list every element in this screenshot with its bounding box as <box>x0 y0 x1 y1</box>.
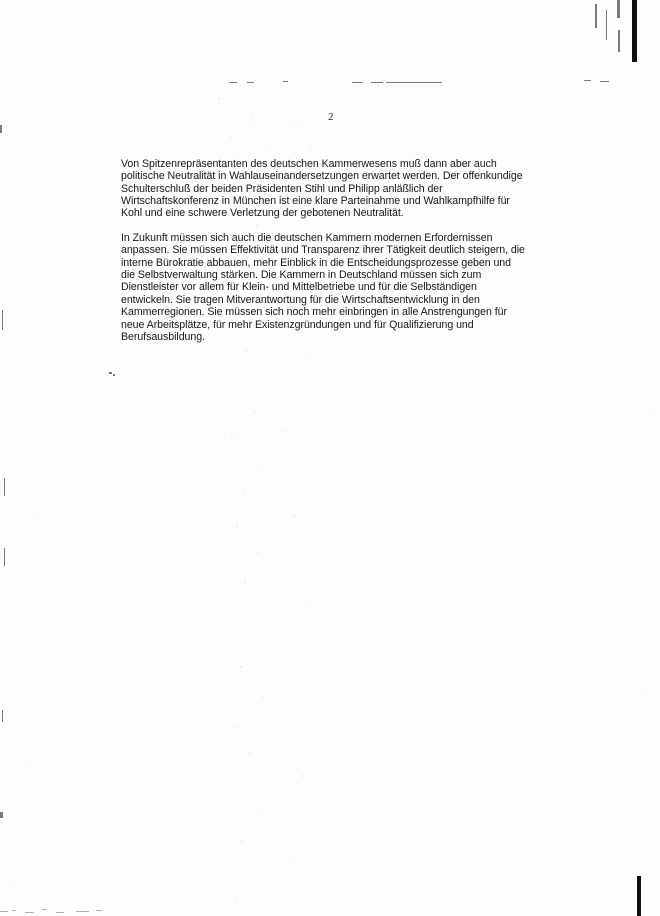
text-line: Kohl und eine schwere Verletzung der gebotenen Neutralität. <box>121 207 404 220</box>
paragraph-neutrality <box>121 158 561 220</box>
text-line: politische Neutralität in Wahlauseinandersetzungen erwartet werden. Der offenkundige <box>121 170 523 183</box>
document-body <box>121 158 561 343</box>
text-line: In Zukunft müssen sich auch die deutschen Kammern modernen Erfordernissen <box>121 232 493 245</box>
text-line: Wirtschaftskonferenz in München ist eine klare Parteinahme und Wahlkampfhilfe für <box>121 195 510 208</box>
text-line: Dienstleister vor allem für Klein- und Mittelbetriebe und für die Selbständigen <box>121 281 477 294</box>
text-line: neue Arbeitsplätze, für mehr Existenzgründungen und für Qualifizierung und <box>121 318 474 331</box>
text-line: Berufsausbildung. <box>121 330 205 343</box>
text-line: die Selbstverwaltung stärken. Die Kammern in Deutschland müssen sich zum <box>121 269 482 282</box>
text-line: interne Bürokratie abbauen, mehr Einblick in die Entscheidungsprozesse geben und <box>121 256 511 269</box>
paragraph-future-chambers <box>121 232 561 343</box>
text-line: Von Spitzenrepräsentanten des deutschen Kammerwesens muß dann aber auch <box>121 158 497 170</box>
scan-edge-mark-top <box>632 0 637 62</box>
page-number: 2 <box>328 111 334 123</box>
text-line: Schulterschluß der beiden Präsidenten Stihl und Philipp anläßlich der <box>121 182 443 195</box>
text-line: entwickeln. Sie tragen Mitverantwortung für die Wirtschaftsentwicklung in den <box>121 293 480 306</box>
scan-edge-speckle-bottom <box>0 906 110 916</box>
scan-edge-mark-bottom <box>637 876 641 916</box>
text-line: Kammerregionen. Sie müssen sich noch mehr einbringen in alle Anstrengungen für <box>121 306 507 319</box>
text-line: anpassen. Sie müssen Effektivität und Transparenz ihrer Tätigkeit deutlich steigern, die <box>121 244 525 257</box>
